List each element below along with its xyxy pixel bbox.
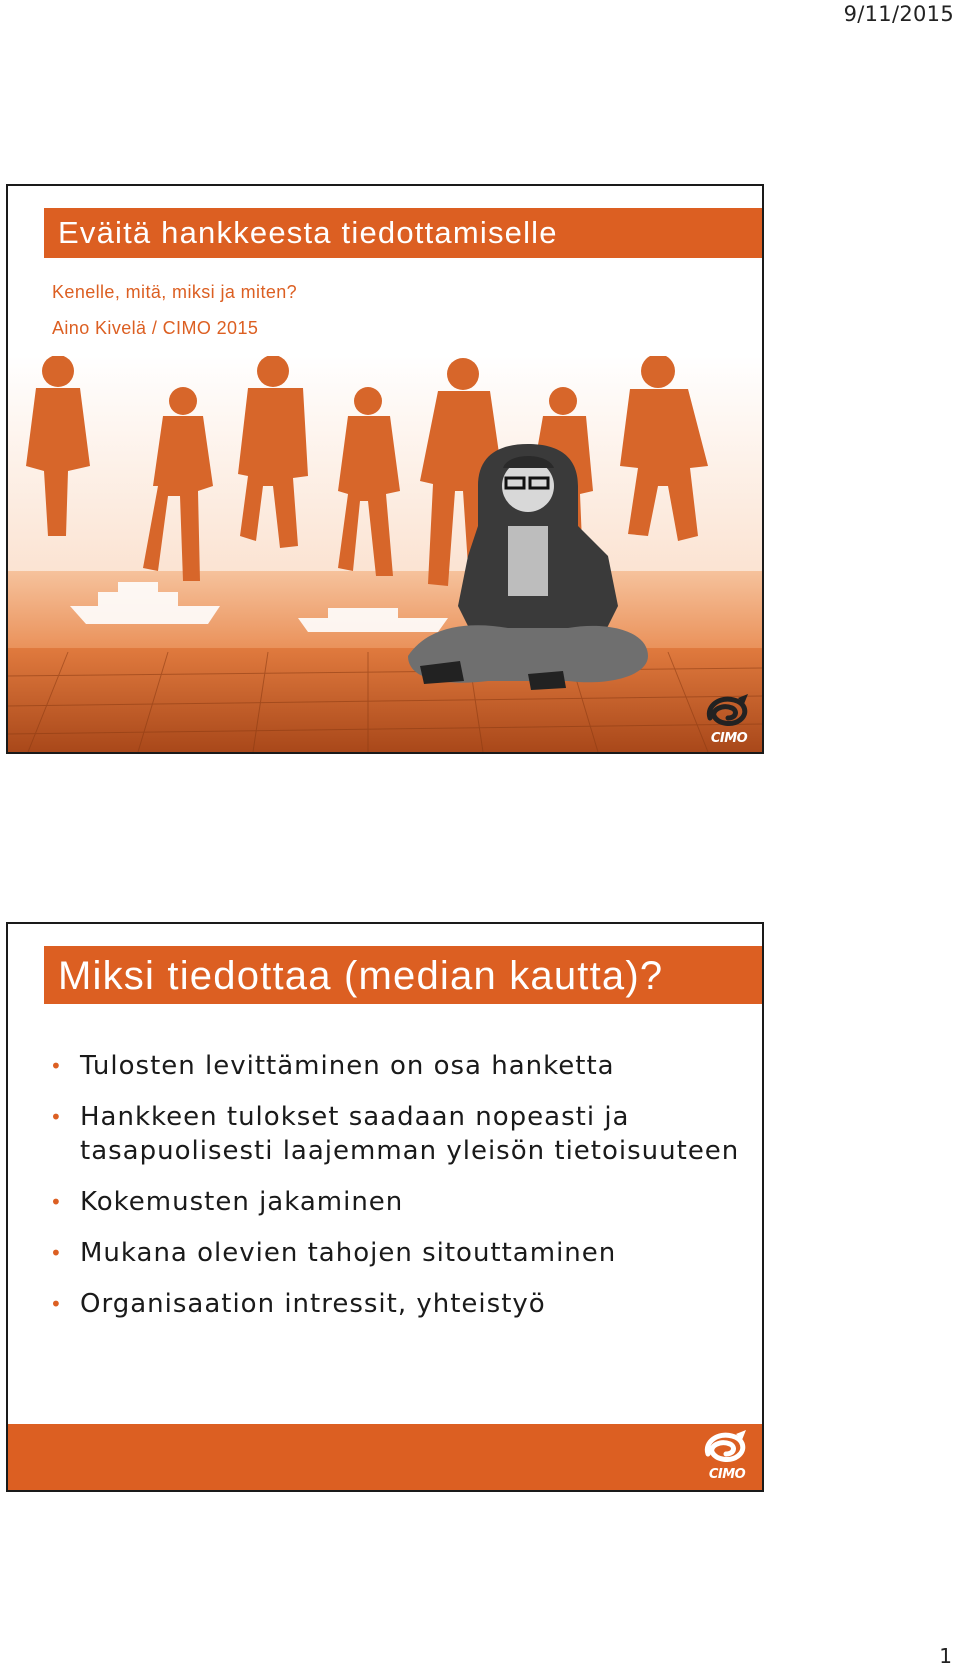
bullet-item: • Kokemusten jakaminen: [44, 1185, 744, 1219]
page-number: 1: [939, 1644, 952, 1668]
cimo-logo-text: CIMO: [708, 1467, 746, 1482]
bullet-list: [44, 1049, 744, 1338]
slide-title: Eväitä hankkeesta tiedottamiselle: [44, 208, 762, 258]
cimo-swirl-icon: [700, 1428, 754, 1468]
bullet-item: • Organisaation intressit, yhteistyö: [44, 1287, 744, 1321]
cimo-logo: [702, 692, 756, 746]
jumping-people-photo: [8, 356, 762, 752]
slide-1: [6, 184, 764, 754]
slide-footer-bar: [8, 1424, 762, 1490]
slide-author: Aino Kivelä / CIMO 2015: [52, 318, 259, 338]
slide-title: Miksi tiedottaa (median kautta)?: [44, 946, 762, 1004]
bullet-item: • Tulosten levittäminen on osa hanketta: [44, 1049, 744, 1083]
cimo-logo: [700, 1428, 754, 1482]
cimo-swirl-icon: [702, 692, 756, 732]
page-date: 9/11/2015: [843, 2, 954, 26]
slide-subtitle: Kenelle, mitä, miksi ja miten?: [52, 282, 298, 302]
bullet-item: • Hankkeen tulokset saadaan nopeasti ja tasapuolisesti laajemman yleisön tietoisuuteen: [44, 1100, 744, 1168]
bullet-item: • Mukana olevien tahojen sitouttaminen: [44, 1236, 744, 1270]
slide-2: [6, 922, 764, 1492]
cimo-logo-text: CIMO: [710, 731, 748, 746]
